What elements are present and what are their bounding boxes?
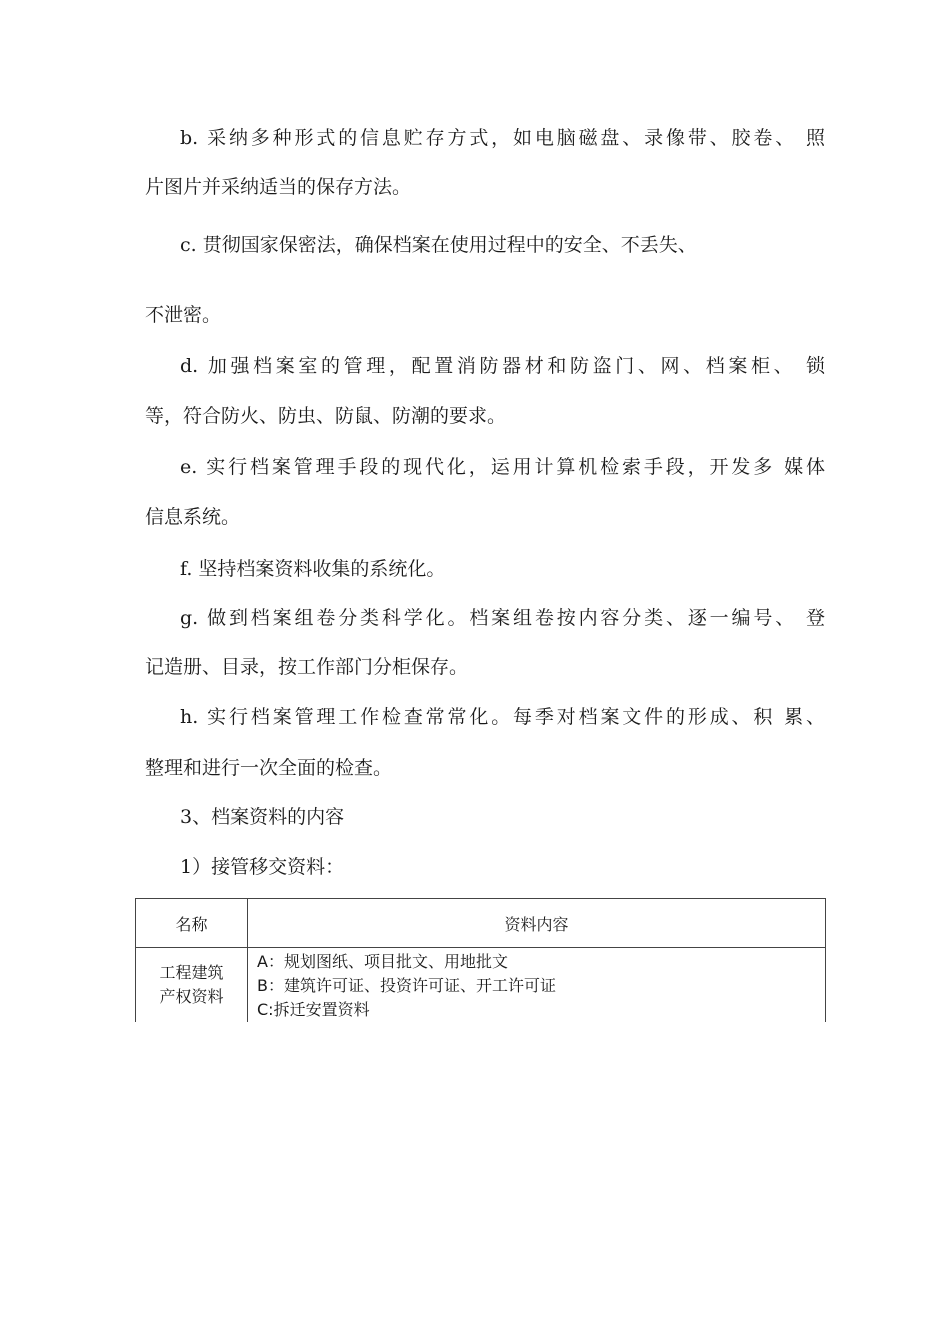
section-heading-3: 3、档案资料的内容 bbox=[180, 806, 345, 828]
table-header-row bbox=[136, 899, 826, 948]
content-line-c: C:拆迁安置资料 bbox=[257, 1000, 370, 1019]
paragraph-h-line-2: 整理和进行一次全面的检查。 bbox=[145, 757, 393, 779]
paragraph-c-line-1: c. 贯彻国家保密法，确保档案在使用过程中的安全、不丢失、 bbox=[180, 234, 697, 256]
content-line-a: A：规划图纸、项目批文、用地批文 bbox=[257, 952, 508, 971]
content-line-b: B：建筑许可证、投资许可证、开工许可证 bbox=[257, 976, 556, 995]
name-line-2: 产权资料 bbox=[159, 987, 224, 1006]
paragraph-h-line-1: h. 实行档案管理工作检查常常化。每季对档案文件的形成、积 累、 bbox=[180, 706, 825, 728]
paragraph-e-line-2: 信息系统。 bbox=[145, 506, 241, 528]
paragraph-e-line-1: e. 实行档案管理手段的现代化，运用计算机检索手段，开发多 媒体 bbox=[180, 456, 825, 478]
paragraph-c-line-2: 不泄密。 bbox=[145, 304, 222, 326]
header-content: 资料内容 bbox=[248, 899, 826, 948]
paragraph-d-line-1: d. 加强档案室的管理，配置消防器材和防盗门、网、档案柜、 锁 bbox=[180, 355, 825, 377]
paragraph-b-line-1: b. 采纳多种形式的信息贮存方式，如电脑磁盘、录像带、胶卷、 照 bbox=[180, 127, 825, 149]
cell-content bbox=[248, 948, 826, 1023]
header-name: 名称 bbox=[136, 899, 248, 948]
name-line-1: 工程建筑 bbox=[159, 963, 224, 982]
paragraph-g-line-1: g. 做到档案组卷分类科学化。档案组卷按内容分类、逐一编号、 登 bbox=[180, 607, 825, 629]
paragraph-b-line-2: 片图片并采纳适当的保存方法。 bbox=[145, 176, 412, 198]
paragraph-f-line-1: f. 坚持档案资料收集的系统化。 bbox=[180, 558, 446, 580]
cell-name bbox=[136, 948, 248, 1023]
table-row bbox=[136, 948, 826, 1023]
paragraph-d-line-2: 等，符合防火、防虫、防鼠、防潮的要求。 bbox=[145, 405, 507, 427]
handover-materials-table bbox=[135, 898, 826, 1022]
subsection-heading-1: 1）接管移交资料： bbox=[180, 856, 345, 878]
paragraph-g-line-2: 记造册、目录，按工作部门分柜保存。 bbox=[145, 656, 469, 678]
